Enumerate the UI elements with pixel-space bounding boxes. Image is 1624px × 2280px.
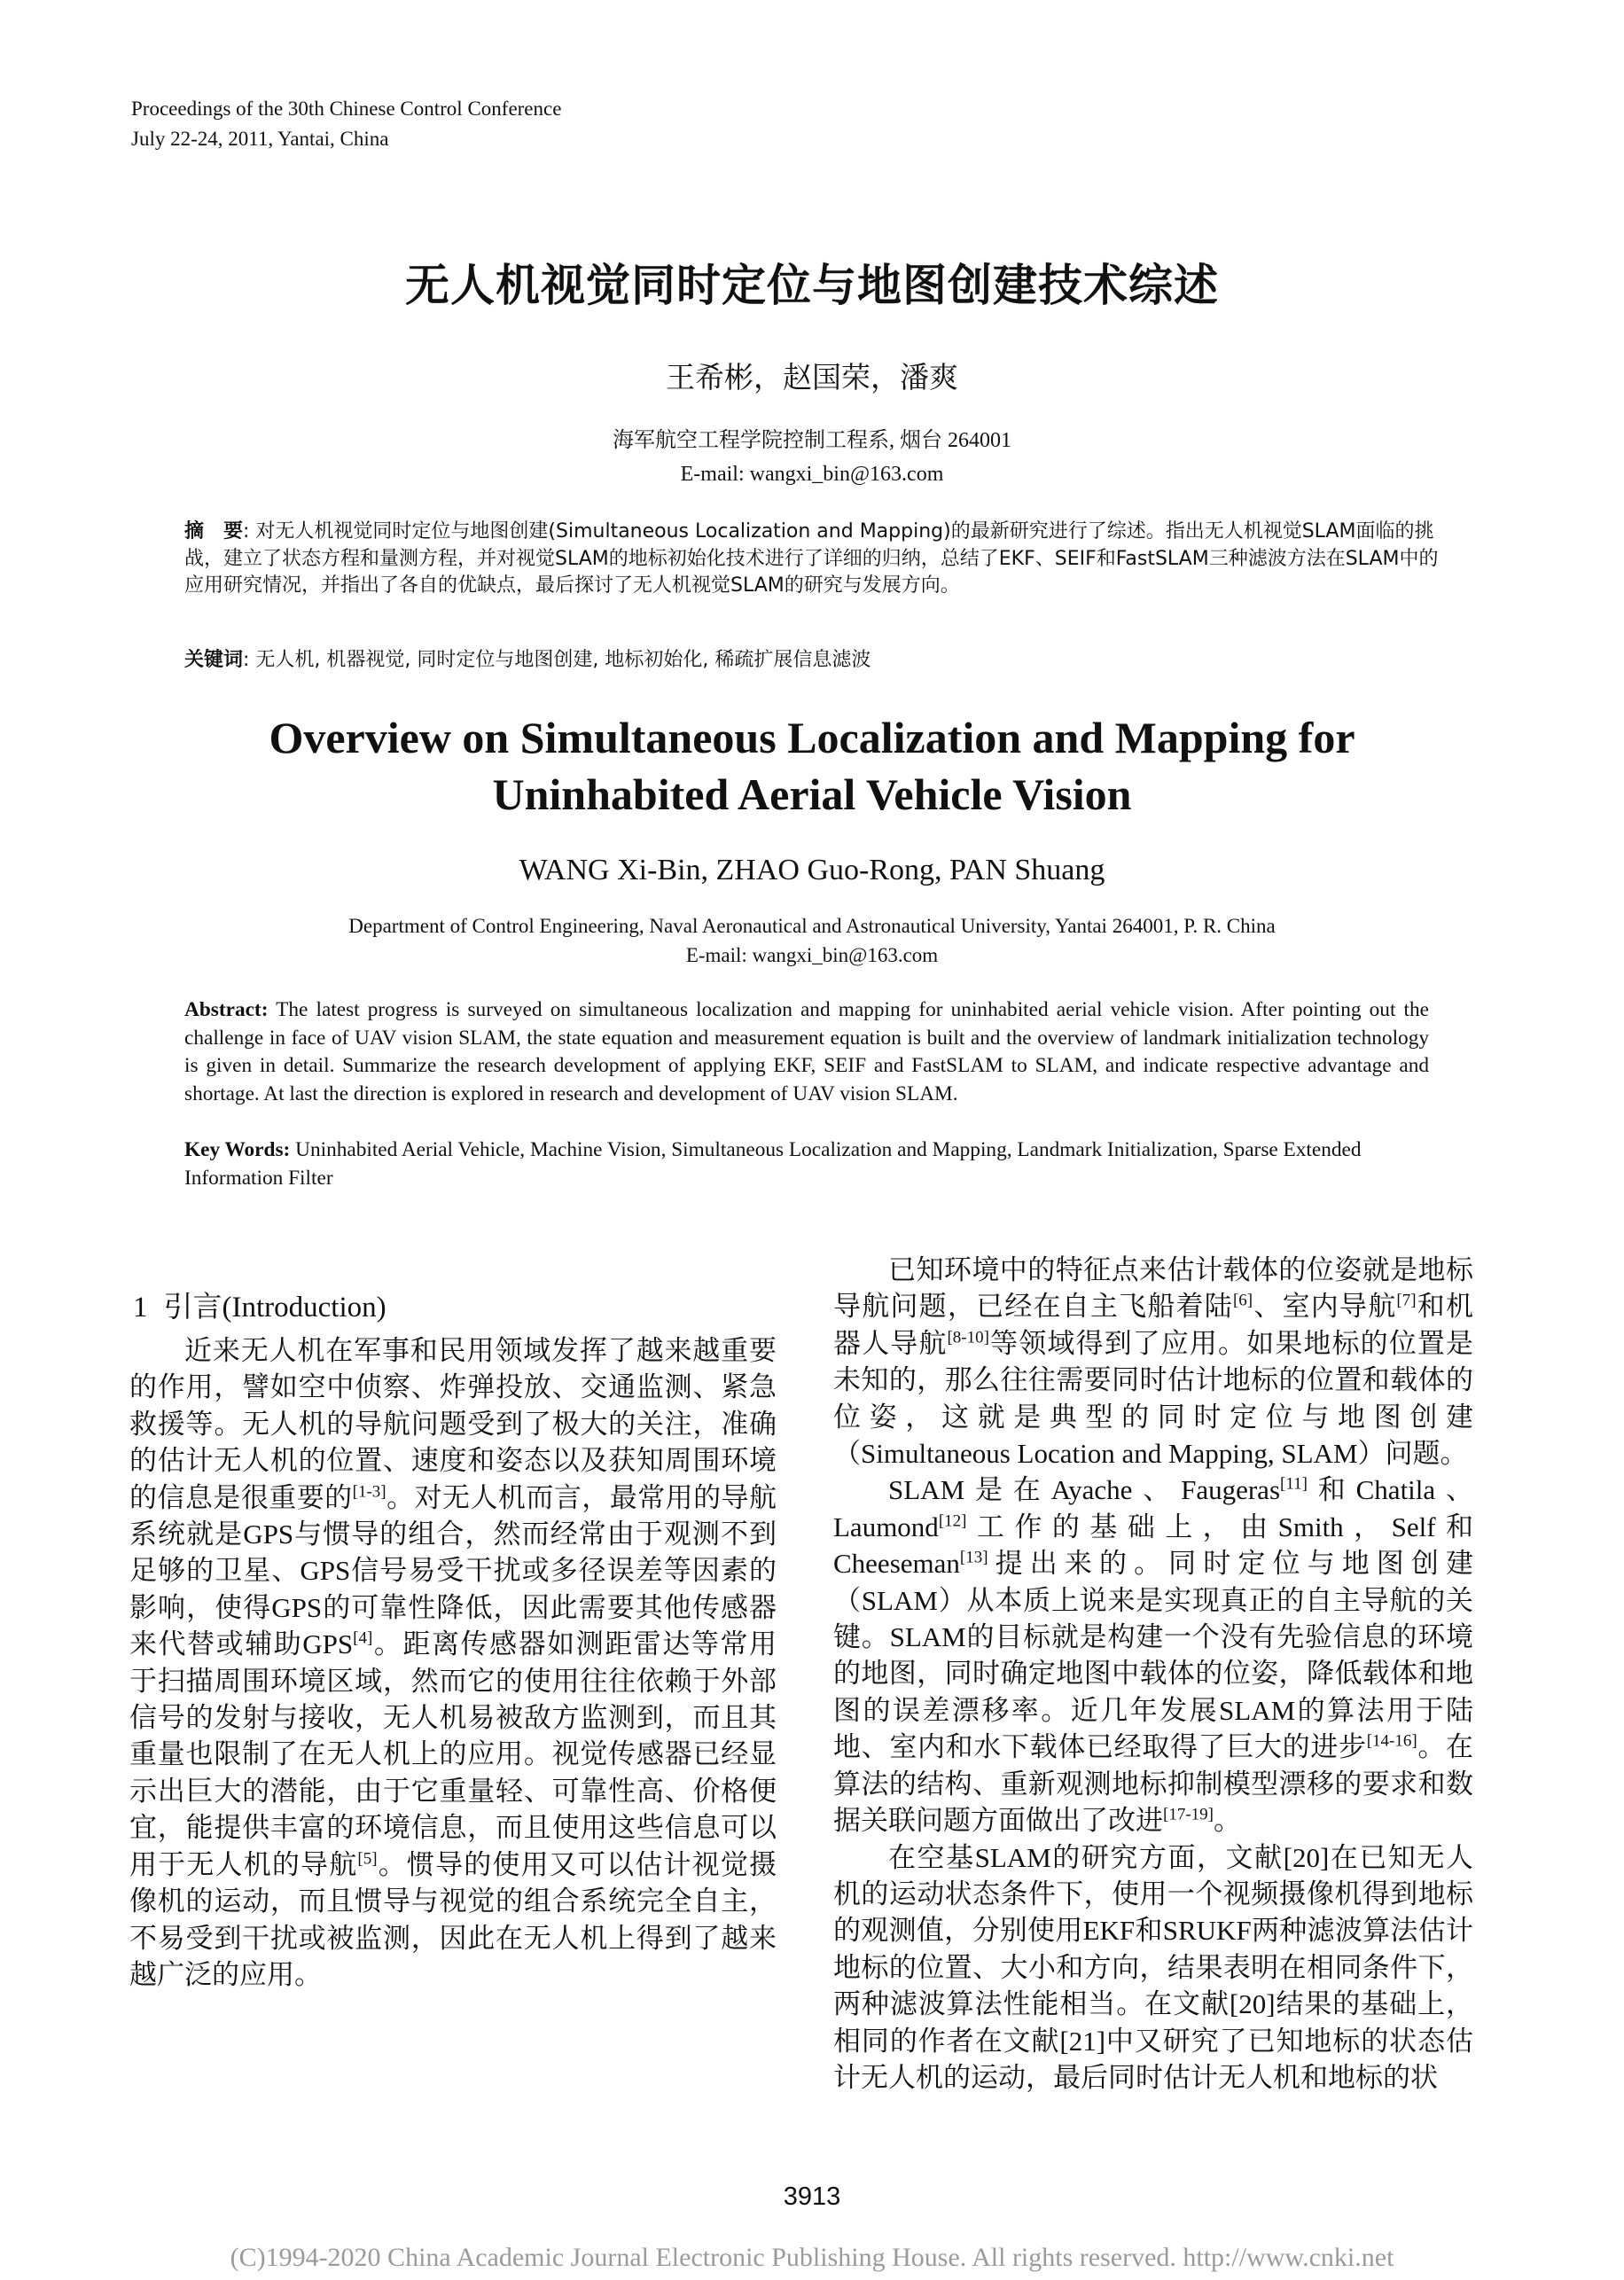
citation: [5] [357, 1849, 378, 1869]
text-run: 。在算法的结构、重新观测地标抑制模型漂移的要求和数据关联问题方面做出了改进 [833, 1731, 1474, 1837]
citation: [7] [1396, 1292, 1417, 1311]
english-keywords-label: Key Words: [184, 1138, 291, 1161]
chinese-authors: 王希彬，赵国荣，潘爽 [666, 360, 958, 394]
citation: [4] [353, 1628, 373, 1648]
proceedings-name: Proceedings of the 30th Chinese Control Conference [131, 98, 562, 120]
left-paragraph-1 [129, 1332, 777, 1993]
section-title-cn: 引言 [163, 1289, 223, 1323]
copyright-footer: (C)1994-2020 China Academic Journal Electronic Publishing House. All rights reserved. http://www.cnki.net [230, 2243, 1394, 2272]
english-email: E-mail: wangxi_bin@163.com [685, 944, 939, 966]
right-column [833, 1252, 1473, 2096]
english-abstract-text: The latest progress is surveyed on simultaneous localization and mapping for uninhabited aerial vehicle vision. After pointing out the challenge in face of UAV vision SLAM, the state equation and measurement equation is built and the overview of landmark initialization technology is given in detail. Summarize the research development of applying EKF, SEIF and FastSLAM to SLAM, and indicate respective advantage and shortage. At last the direction is explored in research and development of UAV vision SLAM. [184, 998, 1429, 1105]
citation: [1-3] [352, 1482, 386, 1502]
chinese-keywords-text: : 无人机, 机器视觉, 同时定位与地图创建, 地标初始化, 稀疏扩展信息滤波 [243, 649, 871, 671]
english-title-line2: Uninhabited Aerial Vehicle Vision [492, 769, 1132, 819]
text-run: SLAM是在Ayache、Faugeras [888, 1474, 1281, 1506]
english-title-line1: Overview on Simultaneous Localization and Mapping for [269, 713, 1355, 762]
section-title-en: (Introduction) [222, 1292, 386, 1323]
right-paragraph-2 [833, 1472, 1473, 1839]
english-keywords [184, 1136, 1429, 1192]
section-number: 1 [133, 1292, 148, 1323]
english-affiliation: Department of Control Engineering, Naval Aeronautical and Astronautical University, Yantai 264001, P. R. China [348, 915, 1276, 937]
section-1-heading [133, 1284, 386, 1325]
english-abstract [184, 996, 1429, 1108]
citation: [17-19] [1163, 1805, 1214, 1824]
text-run: 等领域得到了应用。如果地标的位置是未知的，那么往往需要同时估计地标的位置和载体的位姿，这就是典型的同时定位与地图创建（Simultaneous Location and Mapping, SLAM）问题。 [833, 1327, 1474, 1470]
page-number: 3913 [783, 2182, 841, 2211]
citation: [14-16] [1366, 1731, 1417, 1751]
english-authors: WANG Xi-Bin, ZHAO Guo-Rong, PAN Shuang [519, 854, 1105, 886]
proceedings-header [131, 94, 561, 154]
right-paragraph-1 [833, 1252, 1473, 1472]
citation: [8-10] [947, 1328, 989, 1347]
text-run: 近来无人机在军事和民用领域发挥了越来越重要的作用，譬如空中侦察、炸弹投放、交通监测、紧急救援等。无人机的导航问题受到了极大的关注，准确的估计无人机的位置、速度和姿态以及获知周围环境的信息是很重要的 [129, 1335, 777, 1513]
text-run: 工作的基础上，由Smith，Self和Cheeseman [833, 1511, 1473, 1580]
text-run: 。对无人机而言，最常用的导航系统就是GPS与惯导的组合，然而经常由于观测不到足够的卫星、GPS信号易受干扰或多径误差等因素的影响，使得GPS的可靠性降低，因此需要其他传感器来代替或辅助GPS [129, 1481, 777, 1660]
chinese-keywords-label: 关键词 [184, 649, 244, 671]
english-title [0, 709, 1624, 823]
chinese-abstract-label: 摘 要 [184, 520, 244, 543]
chinese-abstract-text: : 对无人机视觉同时定位与地图创建(Simultaneous Localization and Mapping)的最新研究进行了综述。指出无人机视觉SLAM面临的挑战，建立了状态方程和量测方程，并对视觉SLAM的地标初始化技术进行了详细的归纳，总结了EKF、SEIF和FastSLAM三种滤波方法在SLAM中的应用研究情况，并指出了各自的优缺点，最后探讨了无人机视觉SLAM的研究与发展方向。 [184, 520, 1439, 597]
chinese-affiliation: 海军航空工程学院控制工程系, 烟台 264001 [613, 429, 1011, 452]
text-run: 。距离传感器如测距雷达等常用于扫描周围环境区域，然而它的使用往往依赖于外部信号的发射与接收，无人机易被敌方监测到，而且其重量也限制了在无人机上的应用。视觉传感器已经显示出巨大的潜能，由于它重量轻、可靠性高、价格便宜，能提供丰富的环境信息，而且使用这些信息可以用于无人机的导航 [129, 1628, 777, 1880]
citation: [13] [959, 1548, 988, 1567]
chinese-email: E-mail: wangxi_bin@163.com [680, 463, 944, 486]
citation: [11] [1280, 1475, 1308, 1495]
chinese-keywords [184, 647, 1448, 674]
text-run: 。 [1213, 1805, 1241, 1837]
chinese-abstract [184, 519, 1448, 600]
text-run: 、室内导航 [1253, 1291, 1397, 1323]
text-run: 和Chatila、Laumond [833, 1474, 1473, 1542]
conference-date-location: July 22-24, 2011, Yantai, China [131, 128, 389, 150]
text-run: 已知环境中的特征点来估计载体的位姿就是地标导航问题，已经在自主飞船着陆 [833, 1254, 1473, 1323]
chinese-title: 无人机视觉同时定位与地图创建技术综述 [405, 260, 1219, 311]
citation: [12] [938, 1511, 967, 1531]
chinese-affiliation-block [0, 424, 1624, 491]
text-run: 提出来的。同时定位与地图创建（SLAM）从本质上说来是实现真正的自主导航的关键。SLAM的目标就是构建一个没有先验信息的环境的地图，同时确定地图中载体的位姿，降低载体和地图的误差漂移率。近几年发展SLAM的算法用于陆地、室内和水下载体已经取得了巨大的进步 [833, 1548, 1473, 1763]
text-run: 和机器人导航 [833, 1291, 1474, 1359]
text-run: 。惯导的使用又可以估计视觉摄像机的运动，而且惯导与视觉的组合系统完全自主，不易受到干扰或被监测，因此在无人机上得到了越来越广泛的应用。 [129, 1848, 777, 1990]
right-paragraph-3: 在空基SLAM的研究方面，文献[20]在已知无人机的运动状态条件下，使用一个视频摄像机得到地标的观测值，分别使用EKF和SRUKF两种滤波算法估计地标的位置、大小和方向，结果表明在相同条件下，两种滤波算法性能相当。在文献[20]结果的基础上，相同的作者在文献[21]中又研究了已知地标的状态估计无人机的运动，最后同时估计无人机和地标的状 [833, 1841, 1473, 2093]
english-keywords-text: Uninhabited Aerial Vehicle, Machine Vision, Simultaneous Localization and Mapping, Landmark Initialization, Sparse Extended Information Filter [184, 1138, 1362, 1190]
citation: [6] [1232, 1292, 1253, 1311]
english-abstract-label: Abstract: [184, 998, 269, 1021]
english-affiliation-block [0, 911, 1624, 970]
left-column [129, 1332, 777, 1993]
